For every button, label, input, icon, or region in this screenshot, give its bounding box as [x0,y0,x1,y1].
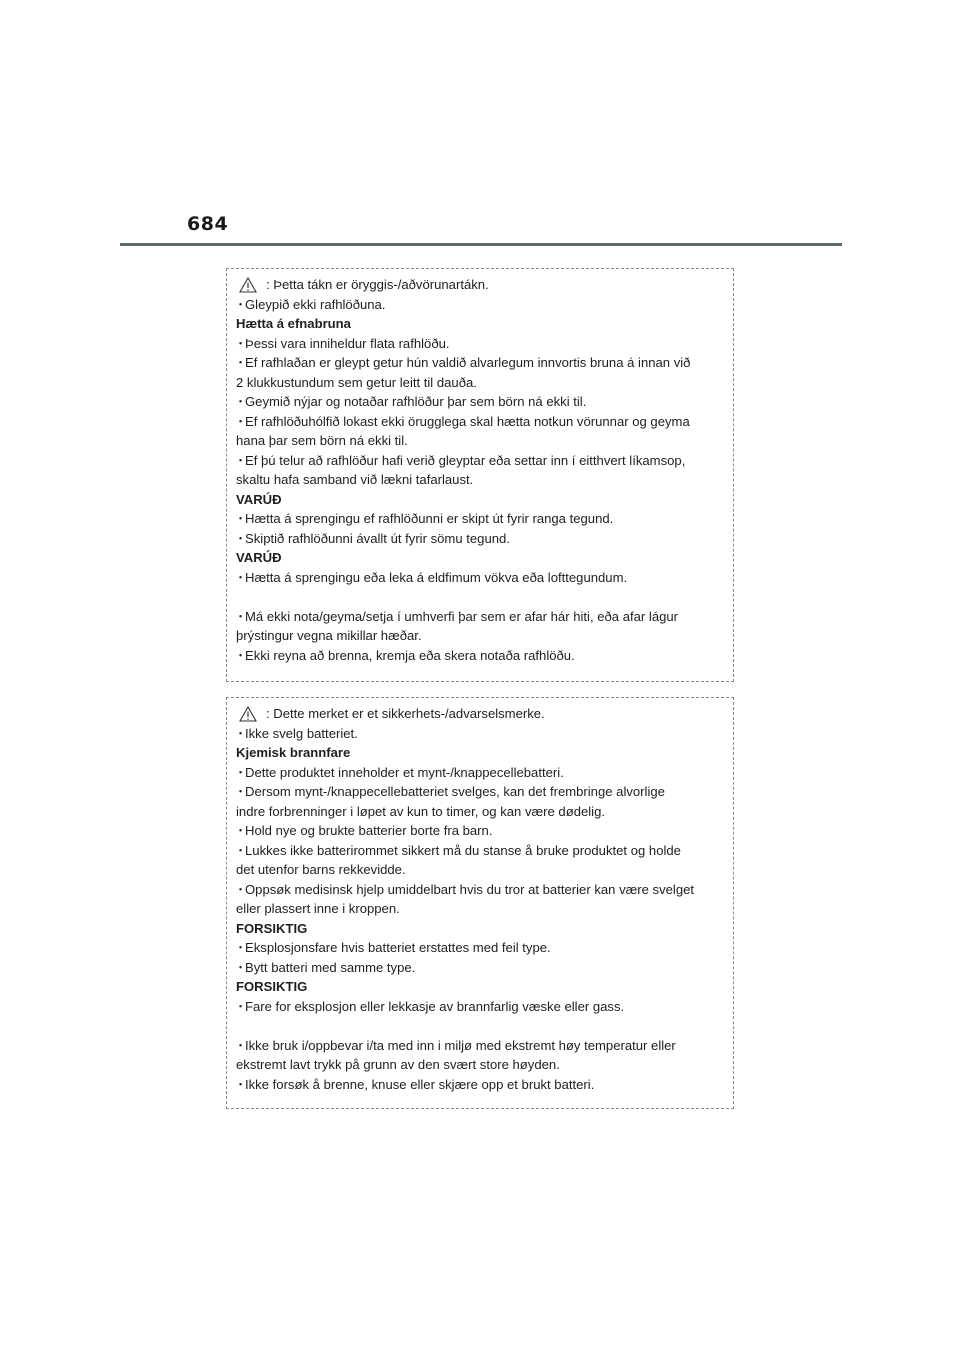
warning-triangle-icon [239,706,257,722]
page-number: 684 [187,213,229,235]
bullet-compartment-cont: det utenfor barns rekkevidde. [236,862,406,877]
bullet-compartment-cont: hana þar sem börn ná ekki til. [236,433,408,448]
header-rule [120,243,842,246]
spacer [236,587,723,607]
bullet-swallow: ･Gleypið ekki rafhlöðuna. [237,296,386,312]
bullet-swallowed-cont: 2 klukkustundum sem getur leitt til dauða. [236,374,477,390]
warning-box-norwegian [226,697,734,1109]
bullet-swallowed: ･Dersom mynt-/knappecellebatteriet svelges, kan det frembringe alvorlige [237,784,665,799]
bullet-burn: ･Ikke forsøk å brenne, knuse eller skjære opp et brukt batteri. [237,1076,595,1092]
heading-chemical-burn: Hætta á efnabruna [236,316,351,331]
bullet-store: ･Hold nye og brukte batterier borte fra barn. [237,823,493,838]
bullet-environment: ･Ikke bruk i/oppbevar i/ta med inn i miljø med ekstremt høy temperatur eller [237,1037,676,1053]
bullet-environment-cont: þrýstingur vegna mikillar hæðar. [236,628,422,643]
bullet-swallow: ･Ikke svelg batteriet. [237,725,358,741]
heading-caution: FORSIKTIG [236,920,308,936]
heading-caution: VARÚÐ [236,491,282,507]
bullet-replace: ･Skiptið rafhlöðunni ávallt út fyrir sömu tegund. [237,530,510,546]
warning-intro [236,275,723,295]
warning-intro-text: : Þetta tákn er öryggis-/aðvörunartákn. [266,277,489,292]
heading-caution: VARÚÐ [236,550,282,565]
bullet-store: ･Geymið nýjar og notaðar rafhlöður þar sem börn ná ekki til. [237,394,587,409]
warning-box-icelandic [226,268,734,682]
warning-intro [236,704,723,724]
spacer [236,1016,723,1036]
bullet-environment: ･Má ekki nota/geyma/setja í umhverfi þar sem er afar hár hiti, eða afar lágur [237,608,679,624]
heading-chemical-burn: Kjemisk brannfare [236,745,351,760]
bullet-explosion: ･Eksplosjonsfare hvis batteriet erstattes med feil type. [237,940,551,955]
bullet-contains: ･Þessi vara inniheldur flata rafhlöðu. [237,335,450,351]
bullet-environment-cont: ekstremt lavt trykk på grunn av den svært store høyden. [236,1057,560,1072]
bullet-contains: ･Dette produktet inneholder et mynt-/knappecellebatteri. [237,764,564,780]
bullet-leak: ･Hætta á sprengingu eða leka á eldfimum vökva eða lofttegundum. [237,569,628,585]
bullet-compartment: ･Lukkes ikke batterirommet sikkert må du stanse å bruke produktet og holde [237,842,681,858]
bullet-burn: ･Ekki reyna að brenna, kremja eða skera notaða rafhlöðu. [237,647,575,663]
bullet-compartment: ･Ef rafhlöðuhólfið lokast ekki örugglega skal hætta notkun vörunnar og geyma [237,413,690,429]
bullet-doctor: ･Ef þú telur að rafhlöður hafi verið gleyptar eða settar inn í eitthvert líkamsop, [237,452,686,468]
bullet-replace: ･Bytt batteri med samme type. [237,959,416,975]
bullet-doctor-cont: eller plassert inne i kroppen. [236,901,400,916]
bullet-swallowed: ･Ef rafhlaðan er gleypt getur hún valdið alvarlegum innvortis bruna á innan við [237,355,691,370]
warning-intro-text: : Dette merket er et sikkerhets-/advarselsmerke. [266,706,545,721]
bullet-leak: ･Fare for eksplosjon eller lekkasje av brannfarlig væske eller gass. [237,998,625,1014]
warning-triangle-icon [239,277,257,293]
bullet-explosion: ･Hætta á sprengingu ef rafhlöðunni er skipt út fyrir ranga tegund. [237,511,614,526]
heading-caution: FORSIKTIG [236,979,308,994]
bullet-swallowed-cont: indre forbrenninger i løpet av kun to timer, og kan være dødelig. [236,803,605,819]
bullet-doctor-cont: skaltu hafa samband við lækni tafarlaust. [236,472,474,487]
bullet-doctor: ･Oppsøk medisinsk hjelp umiddelbart hvis du tror at batterier kan være svelget [237,881,695,897]
